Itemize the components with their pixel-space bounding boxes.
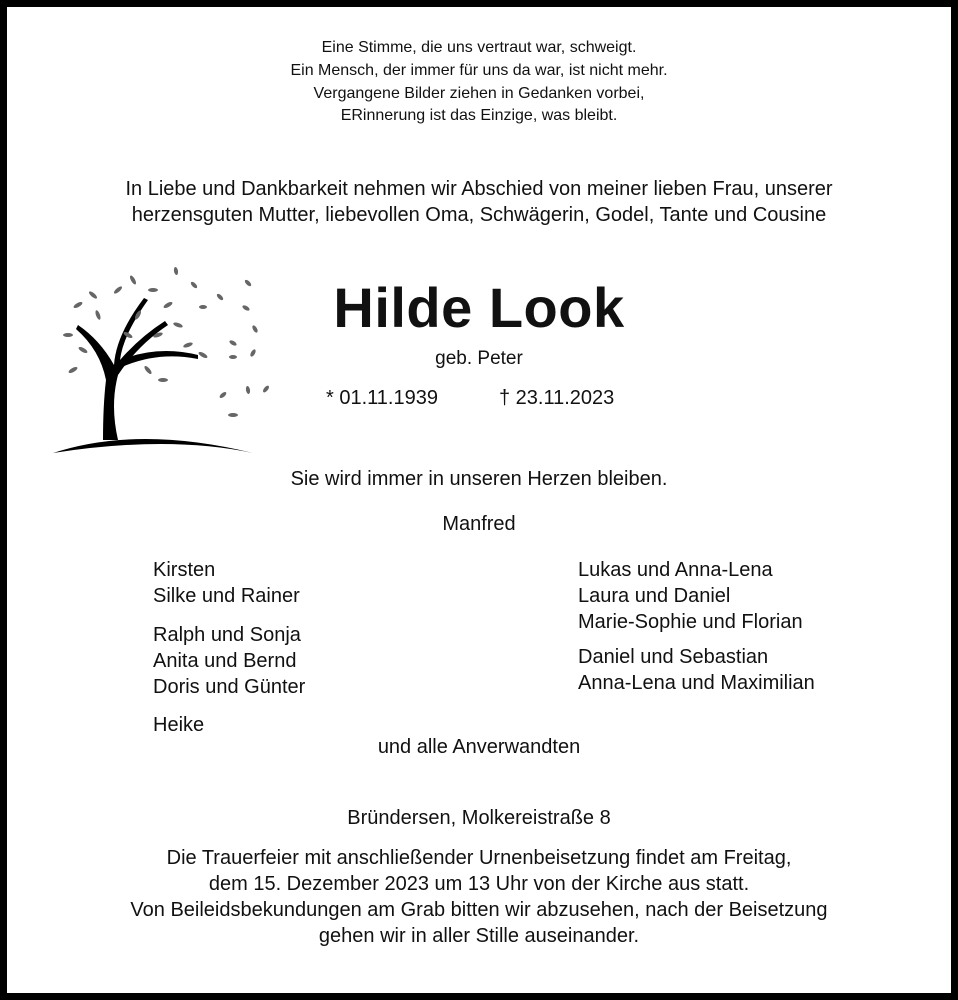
service-line: Von Beileidsbekundungen am Grab bitten wir abzusehen, nach der Beisetzung [130, 899, 828, 921]
intro-line: herzensguten Mutter, liebevollen Oma, Schwägerin, Godel, Tante und Cousine [131, 204, 827, 226]
birth-date: * 01.11.1939 [326, 387, 438, 409]
intro-line: In Liebe und Dankbarkeit nehmen wir Abschied von meiner lieben Frau, unserer [125, 178, 833, 200]
mourner: Heike [153, 714, 205, 736]
poem-line: ERinnerung ist das Einzige, was bleibt. [340, 107, 618, 124]
service-line: gehen wir in aller Stille auseinander. [318, 925, 640, 947]
death-date: † 23.11.2023 [499, 387, 615, 409]
poem-line: Vergangene Bilder ziehen in Gedanken vorbei, [313, 85, 645, 102]
motto: Sie wird immer in unseren Herzen bleiben. [290, 468, 668, 490]
maiden-name: geb. Peter [435, 348, 523, 369]
mourner: Laura und Daniel [578, 585, 731, 607]
relatives: und alle Anverwandten [377, 736, 581, 758]
mourner: Ralph und Sonja [153, 624, 301, 646]
service-line: Die Trauerfeier mit anschließender Urnenbeisetzung findet am Freitag, [166, 847, 792, 869]
mourner: Anita und Bernd [153, 650, 297, 672]
mourner: Anna-Lena und Maximilian [578, 672, 815, 694]
poem-line: Ein Mensch, der immer für uns da war, ist nicht mehr. [290, 62, 668, 79]
mourner: Doris und Günter [153, 676, 306, 698]
mourner: Daniel und Sebastian [578, 646, 769, 668]
spouse: Manfred [442, 513, 516, 535]
address: Bründersen, Molkereistraße 8 [347, 807, 611, 829]
mourner: Silke und Rainer [153, 585, 300, 607]
mourner: Marie-Sophie und Florian [578, 611, 803, 633]
mourner: Lukas und Anna-Lena [578, 559, 773, 581]
deceased-name: Hilde Look [333, 276, 625, 339]
mourner: Kirsten [153, 559, 216, 581]
poem-line: Eine Stimme, die uns vertraut war, schweigt. [321, 39, 637, 56]
service-line: dem 15. Dezember 2023 um 13 Uhr von der Kirche aus statt. [208, 873, 750, 895]
